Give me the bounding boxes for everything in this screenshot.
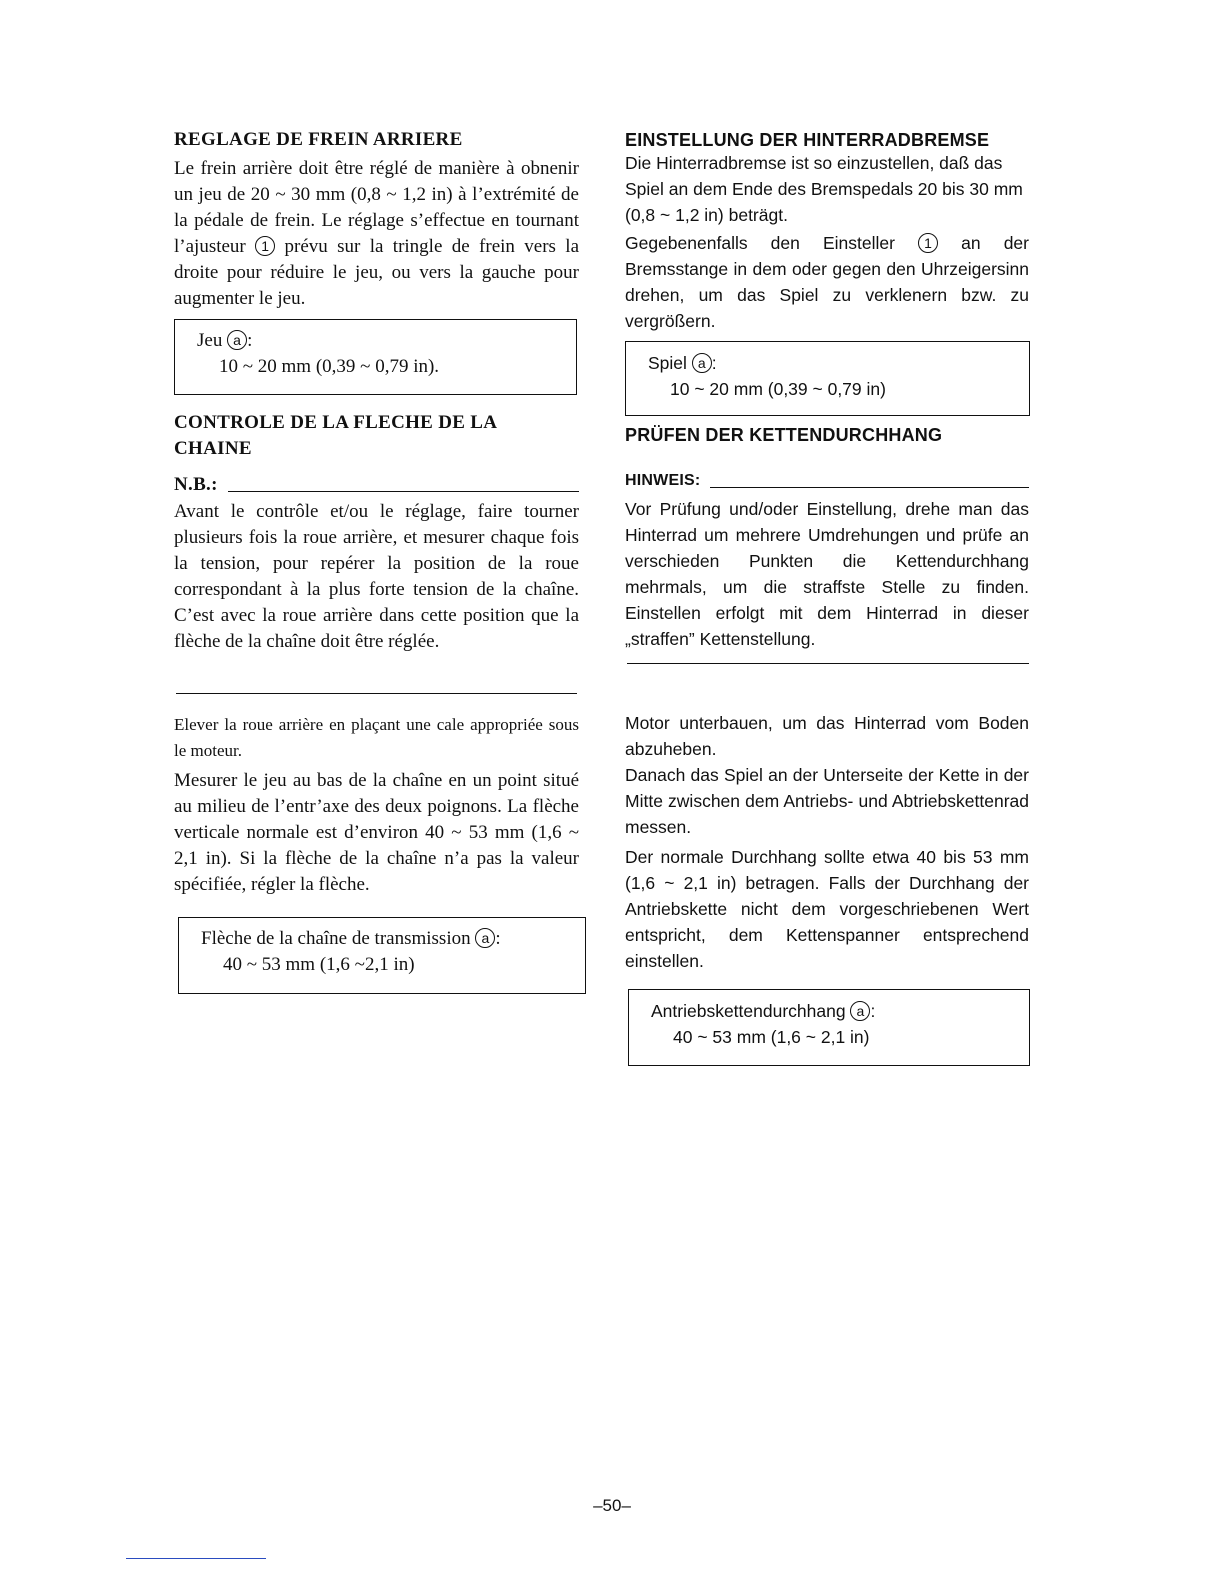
- fr-measure-text: Mesurer le jeu au bas de la chaîne en un point situé au milieu de l’entr’axe des deux poignons. La flèche verticale normale est d’environ 40 ~ 53 mm (1,6 ~ 2,1 in). Si la flèche de la chaîne n’a pas la valeur spécifiée, régler la flèche.: [174, 770, 579, 895]
- adjuster-marker-icon: 1: [255, 236, 275, 256]
- play-marker-icon: a: [692, 353, 712, 373]
- de-play-spec-value: 10 ~ 20 mm (0,39 ~ 0,79 in): [670, 379, 886, 399]
- fr-note-header: [174, 472, 579, 498]
- de-slack-spec-value: 40 ~ 53 mm (1,6 ~ 2,1 in): [673, 1027, 870, 1047]
- de-brake-heading: EINSTELLUNG DER HINTERRADBREMSE: [625, 130, 990, 150]
- page-number: –50–: [593, 1496, 631, 1515]
- colon: :: [711, 353, 717, 373]
- de-slack-spec-label: Antriebskettendurchhang: [651, 1001, 846, 1021]
- de-note-body: Vor Prüfung und/oder Einstellung, drehe man das Hinterrad um mehrere Umdrehungen und prüfe an verschieden Punkten die Kettendurchhang mehrmals, um die straffste Stelle zu finden. Einstellen erfolgt mit dem Hinterrad in dieser „straffen” Kettenstellung.: [625, 499, 1029, 649]
- fr-note-rule: [228, 491, 579, 492]
- de-raise-text: Motor unterbauen, um das Hinterrad vom Boden abzuheben.: [625, 713, 1029, 759]
- de-note-header: [625, 468, 1029, 494]
- fr-raise-text: Elever la roue arrière en plaçant une cale appropriée sous le moteur.: [174, 715, 579, 760]
- fr-slack-spec-value: 40 ~ 53 mm (1,6 ~2,1 in): [223, 954, 415, 975]
- fr-brake-body: [174, 156, 579, 312]
- colon: :: [870, 1001, 876, 1021]
- colon: :: [495, 928, 501, 949]
- de-brake-body-1: Die Hinterradbremse ist so einzustellen, daß das Spiel an dem Ende des Bremspedals 20 bis 30 mm (0,8 ~ 1,2 in) beträgt.: [625, 153, 1023, 225]
- fr-slack-spec-box: [178, 917, 586, 994]
- fr-play-spec-label: Jeu: [197, 330, 223, 351]
- fr-note-body: Avant le contrôle et/ou le réglage, faire tourner plusieurs fois la roue arrière, et mesurer chaque fois la tension, pour repérer la position de la roue correspondant à la plus forte tension de la chaîne. C’est avec la roue arrière dans cette position que la flèche de la chaîne doit être réglée.: [174, 501, 579, 652]
- de-note-label: HINWEIS:: [625, 472, 701, 489]
- de-brake-body-2: [625, 230, 1029, 334]
- fr-brake-heading: REGLAGE DE FREIN ARRIERE: [174, 129, 463, 150]
- adjuster-marker-icon: 1: [918, 233, 938, 253]
- slack-marker-icon: a: [850, 1001, 870, 1021]
- play-marker-icon: a: [227, 330, 247, 350]
- fr-chain-heading: CONTROLE DE LA FLECHE DE LA CHAINE: [174, 412, 497, 459]
- de-play-spec-box: [625, 341, 1030, 416]
- de-slack-spec-box: [628, 989, 1030, 1066]
- de-chain-heading: PRÜFEN DER KETTENDURCHHANG: [625, 425, 943, 445]
- fr-note-end-rule: [176, 693, 577, 694]
- footnote-rule: [126, 1558, 266, 1559]
- fr-brake-body-1: Le frein arrière doit être réglé de manière à obnenir un jeu de 20 ~ 30 mm (0,8 ~ 1,2 in) à l’extrémité de la pédale de frein. Le réglage s’effectue en tournant l’ajusteur: [174, 158, 579, 257]
- fr-brake-body-2: prévu sur la tringle de frein vers la droite pour réduire le jeu, ou vers la gauche pour augmenter le jeu.: [174, 236, 580, 309]
- de-note-end-rule: [627, 663, 1029, 664]
- de-brake-body-2a: Gegebenenfalls den Einsteller: [625, 233, 895, 253]
- de-play-spec-label: Spiel: [648, 353, 687, 373]
- de-measure-text-1: Danach das Spiel an der Unterseite der Kette in der Mitte zwischen dem Antriebs- und Abtriebskettenrad messen.: [625, 765, 1029, 837]
- de-note-rule: [710, 487, 1029, 488]
- fr-play-spec-box: [174, 319, 577, 395]
- de-brake-body-2b: an der Bremsstange in dem oder gegen den Uhrzeigersinn drehen, um das Spiel zu verklenern bzw. zu vergrößern.: [625, 233, 1029, 331]
- colon: :: [247, 330, 253, 351]
- fr-note-label: N.B.:: [174, 474, 218, 495]
- de-measure-text-2: Der normale Durchhang sollte etwa 40 bis 53 mm (1,6 ~ 2,1 in) betragen. Falls der Durchhang der Antriebskette nicht dem vorgeschriebenen Wert entspricht, dem Kettenspanner entsprechend einstellen.: [625, 847, 1029, 971]
- slack-marker-icon: a: [475, 928, 495, 948]
- fr-slack-spec-label: Flèche de la chaîne de transmission: [201, 928, 471, 949]
- fr-play-spec-value: 10 ~ 20 mm (0,39 ~ 0,79 in).: [219, 356, 440, 377]
